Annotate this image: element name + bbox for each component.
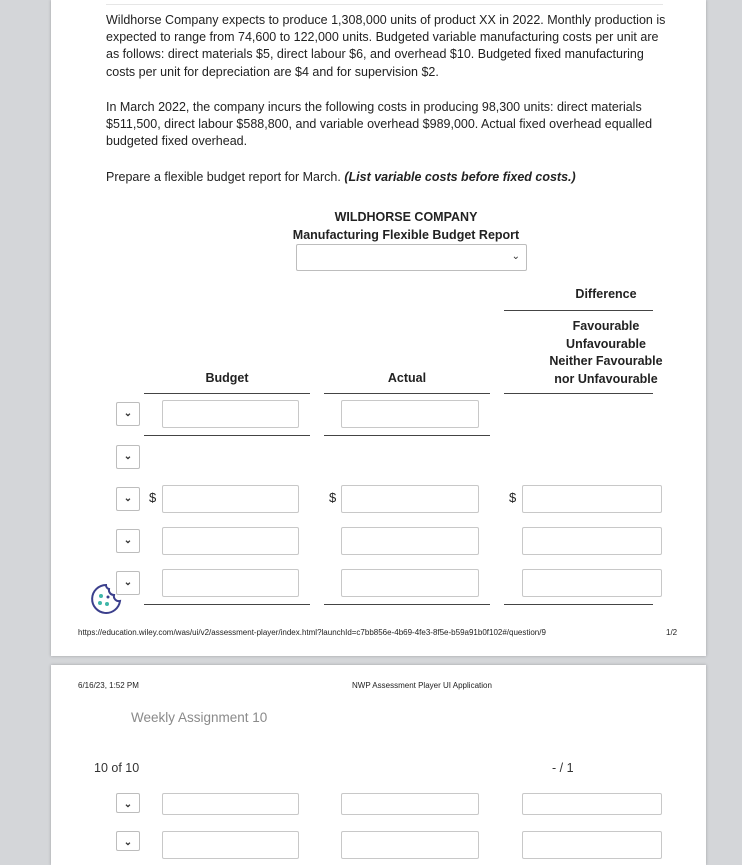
row-4-budget-input[interactable] (162, 527, 299, 555)
difference-header: Difference (575, 287, 637, 301)
difference-options (503, 318, 706, 388)
row-6-label-dropdown[interactable] (116, 793, 140, 813)
pdf-page-2 (51, 665, 706, 865)
row-5-actual-input[interactable] (341, 569, 479, 597)
chevron-down-icon: ⌄ (123, 799, 133, 810)
row-5-budget-input[interactable] (162, 569, 299, 597)
row-4-difference-input[interactable] (522, 527, 662, 555)
chevron-down-icon: ⌄ (123, 577, 133, 588)
row-3-budget-input[interactable] (162, 485, 299, 513)
row-2-label-dropdown[interactable] (116, 445, 140, 469)
row-6-actual-input[interactable] (341, 793, 479, 815)
print-timestamp: 6/16/23, 1:52 PM (78, 681, 139, 690)
row-5-actual-rule (324, 604, 490, 605)
footer-url: https://education.wiley.com/was/ui/v2/assessment-player/index.html?launchId=c7bb856e-4b69-4fe3-8f5e-b59a91b0f102#/question/9 (78, 628, 546, 637)
chevron-down-icon: ⌄ (123, 493, 133, 504)
option-nor: nor Unfavourable (554, 371, 658, 386)
pdf-page-1 (51, 0, 706, 656)
row-1-actual-total-rule (324, 435, 490, 436)
question-progress: 10 of 10 (94, 761, 140, 775)
top-divider (106, 4, 663, 5)
period-dropdown[interactable] (296, 244, 527, 271)
option-neither: Neither Favourable (549, 354, 663, 368)
question-score: - / 1 (552, 761, 574, 775)
difference-rule (504, 310, 653, 311)
option-unfavourable: Unfavourable (566, 336, 646, 351)
problem-paragraph-1: Wildhorse Company expects to produce 1,308,000 units of product XX in 2022. Monthly production is expected to range from 74,600 to 122,000 units. Budgeted variable manufacturing costs per unit are as follows: direct materials $5, direct labour $6, and overhead $10. Budgeted fixed manufacturing costs per unit for depreciation are $4 and for supervision $2. (106, 13, 666, 79)
chevron-down-icon: ⌄ (123, 837, 133, 848)
instruction-text: Prepare a flexible budget report for March. (106, 170, 341, 184)
chevron-down-icon: ⌄ (123, 408, 133, 419)
row-4-label-dropdown[interactable] (116, 529, 140, 553)
row-5-budget-rule (144, 604, 310, 605)
chevron-down-icon: ⌄ (511, 251, 520, 262)
report-title: Manufacturing Flexible Budget Report (292, 228, 520, 242)
assignment-title: Weekly Assignment 10 (131, 710, 268, 725)
footer-page-number: 1/2 (666, 628, 678, 637)
row-5-difference-input[interactable] (522, 569, 662, 597)
row-3-difference-input[interactable] (522, 485, 662, 513)
row-3-budget-dollar: $ (149, 490, 157, 505)
row-6-budget-input[interactable] (162, 793, 299, 815)
row-7-label-dropdown[interactable] (116, 831, 140, 851)
budget-header-rule (144, 393, 310, 394)
cookie-icon (89, 582, 123, 616)
row-1-actual-input[interactable] (341, 400, 479, 428)
actual-header-rule (324, 393, 490, 394)
row-7-difference-input[interactable] (522, 831, 662, 859)
row-3-actual-dollar: $ (329, 490, 337, 505)
row-4-actual-input[interactable] (341, 527, 479, 555)
row-6-difference-input[interactable] (522, 793, 662, 815)
print-app-title: NWP Assessment Player UI Application (352, 681, 492, 690)
row-3-label-dropdown[interactable] (116, 487, 140, 511)
budget-header: Budget (205, 371, 249, 385)
row-7-budget-input[interactable] (162, 831, 299, 859)
row-1-budget-input[interactable] (162, 400, 299, 428)
row-1-label-dropdown[interactable] (116, 402, 140, 426)
instruction-emphasis: (List variable costs before fixed costs.) (344, 170, 576, 184)
row-1-budget-total-rule (144, 435, 310, 436)
actual-header: Actual (387, 371, 427, 385)
chevron-down-icon: ⌄ (123, 535, 133, 546)
row-3-difference-dollar: $ (509, 490, 517, 505)
option-favourable: Favourable (572, 319, 640, 333)
difference-header-rule (504, 393, 653, 394)
chevron-down-icon: ⌄ (123, 451, 133, 462)
row-5-difference-rule (504, 604, 653, 605)
problem-paragraph-2: In March 2022, the company incurs the following costs in producing 98,300 units: direct materials $511,500, direct labour $588,800, and variable overhead $989,000. Actual fixed overhead equalled budgeted fixed overhead. (106, 100, 653, 149)
company-name: WILDHORSE COMPANY (334, 210, 478, 224)
row-3-actual-input[interactable] (341, 485, 479, 513)
cookie-settings-button[interactable] (89, 582, 123, 616)
row-7-actual-input[interactable] (341, 831, 479, 859)
problem-instruction (106, 169, 666, 186)
